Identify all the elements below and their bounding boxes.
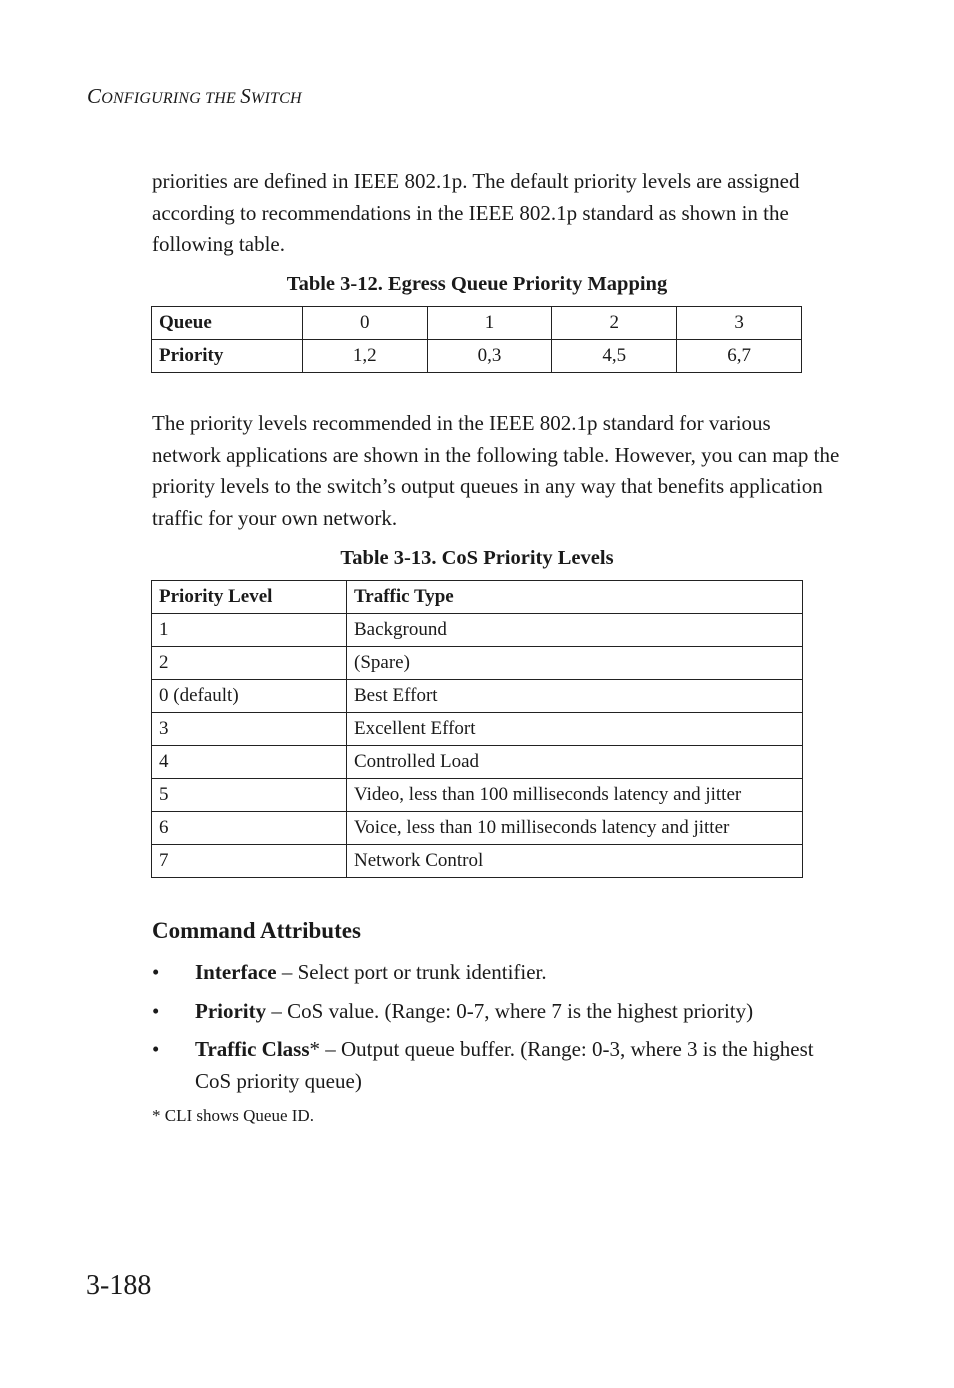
term-mark: * (309, 1037, 321, 1061)
table-cell: Controlled Load (347, 746, 803, 779)
running-head: CONFIGURING THE SWITCH (87, 84, 302, 108)
term: Traffic Class (195, 1037, 310, 1061)
row-header: Queue (152, 307, 303, 340)
table-cell: (Spare) (347, 647, 803, 680)
table-cell: 1,2 (302, 340, 427, 373)
bullet-icon: • (152, 960, 160, 984)
column-header: Traffic Type (347, 581, 803, 614)
egress-queue-table (151, 306, 802, 373)
table-cell: 2 (152, 647, 347, 680)
bullet-icon: • (152, 1037, 160, 1061)
second-paragraph: The priority levels recommended in the IEEE 802.1p standard for various network applications are shown in the following table. However, you can map the priority levels to the switch’s output queues in any way that benefits application traffic for your own network. (152, 411, 840, 530)
table-row (152, 746, 803, 779)
table-row (152, 845, 803, 878)
table-cell: 1 (427, 307, 552, 340)
table-cell: Network Control (347, 845, 803, 878)
intro-paragraph: priorities are defined in IEEE 802.1p. The default priority levels are assigned according to recommendations in the IEEE 802.1p standard as shown in the following table. (152, 169, 800, 256)
term: Interface (195, 960, 277, 984)
page-number: 3-188 (86, 1270, 152, 1301)
bullet-icon: • (152, 999, 160, 1023)
row-header: Priority (152, 340, 303, 373)
table-cell: 0 (302, 307, 427, 340)
table-cell: 0 (default) (152, 680, 347, 713)
table-header-row (152, 581, 803, 614)
table-cell: 3 (677, 307, 802, 340)
table-cell: 4 (152, 746, 347, 779)
footnote: * CLI shows Queue ID. (152, 1106, 314, 1125)
table-row (152, 779, 803, 812)
table-row (152, 680, 803, 713)
table-cell: 6 (152, 812, 347, 845)
table-row (152, 812, 803, 845)
description: – Output queue buffer. (Range: 0-3, where 3 is the highest CoS priority queue) (195, 1037, 814, 1093)
term: Priority (195, 999, 267, 1023)
table-cell: Excellent Effort (347, 713, 803, 746)
table-row (152, 647, 803, 680)
table-row (152, 713, 803, 746)
table-cell: 2 (552, 307, 677, 340)
table-cell: Voice, less than 10 milliseconds latency and jitter (347, 812, 803, 845)
cos-priority-table (151, 580, 803, 878)
description: – CoS value. (Range: 0-7, where 7 is the highest priority) (266, 999, 754, 1023)
description: – Select port or trunk identifier. (276, 960, 547, 984)
table-cell: 1 (152, 614, 347, 647)
table-cell: 5 (152, 779, 347, 812)
table-row (152, 614, 803, 647)
table-cell: 4,5 (552, 340, 677, 373)
column-header: Priority Level (152, 581, 347, 614)
table2-caption: Table 3-13. CoS Priority Levels (340, 547, 614, 569)
table-cell: 3 (152, 713, 347, 746)
table-row (152, 340, 802, 373)
table-cell: 6,7 (677, 340, 802, 373)
table-row (152, 307, 802, 340)
table-cell: Background (347, 614, 803, 647)
table-cell: Best Effort (347, 680, 803, 713)
table1-caption: Table 3-12. Egress Queue Priority Mapping (286, 273, 668, 295)
table-cell: 0,3 (427, 340, 552, 373)
table-cell: 7 (152, 845, 347, 878)
command-attributes-heading: Command Attributes (152, 918, 361, 943)
table-cell: Video, less than 100 milliseconds latency and jitter (347, 779, 803, 812)
